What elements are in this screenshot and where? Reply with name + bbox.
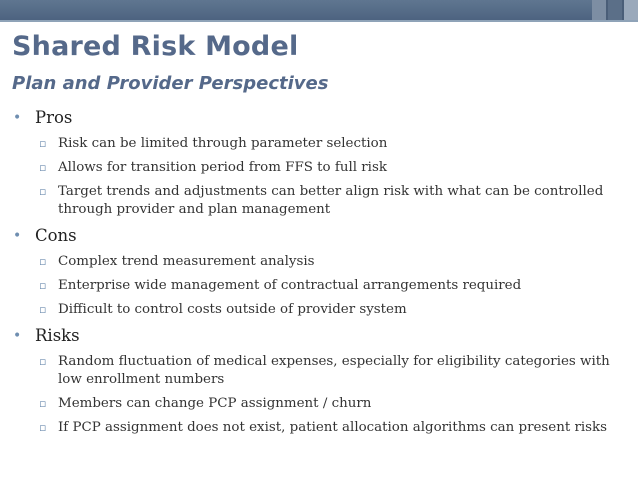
list-item-text: Random fluctuation of medical expenses, especially for eligibility categories with low enrollment numbers — [58, 354, 610, 387]
section-cons — [0, 225, 638, 319]
list-item — [0, 253, 638, 271]
list-item-text: Difficult to control costs outside of provider system — [58, 302, 407, 317]
square-bullet-icon: ▫ — [39, 161, 47, 174]
corner-tile — [592, 0, 606, 20]
section-risks — [0, 325, 638, 437]
list-item — [0, 159, 638, 177]
section-heading-label: Risks — [35, 326, 80, 345]
square-bullet-icon: ▫ — [39, 279, 47, 292]
corner-tile — [608, 0, 622, 20]
list-item-text: Enterprise wide management of contractual arrangements required — [58, 278, 522, 293]
slide-title: Shared Risk Model — [12, 31, 299, 62]
list-item-text: If PCP assignment does not exist, patient allocation algorithms can present risks — [58, 420, 608, 435]
section-heading-label: Pros — [35, 108, 73, 127]
section-heading-label: Cons — [35, 226, 77, 245]
section-pros — [0, 107, 638, 219]
square-bullet-icon: ▫ — [39, 355, 47, 368]
corner-tile — [624, 0, 638, 20]
list-item-text: Allows for transition period from FFS to full risk — [58, 160, 387, 175]
list-item — [0, 419, 638, 437]
bullet-dot-icon: • — [13, 328, 22, 344]
list-item — [0, 301, 638, 319]
square-bullet-icon: ▫ — [39, 303, 47, 316]
list-item-text: Target trends and adjustments can better align risk with what can be controlled through provider and plan management — [58, 184, 604, 217]
section-heading — [0, 325, 638, 347]
section-heading — [0, 225, 638, 247]
square-bullet-icon: ▫ — [39, 255, 47, 268]
list-item-text: Risk can be limited through parameter selection — [58, 136, 388, 151]
square-bullet-icon: ▫ — [39, 137, 47, 150]
list-item-text: Complex trend measurement analysis — [58, 254, 315, 269]
list-item-text: Members can change PCP assignment / churn — [58, 396, 372, 411]
list-item — [0, 277, 638, 295]
list-item — [0, 183, 638, 219]
header-band — [0, 0, 638, 20]
bullet-dot-icon: • — [13, 228, 22, 244]
list-item — [0, 353, 638, 389]
square-bullet-icon: ▫ — [39, 421, 47, 434]
square-bullet-icon: ▫ — [39, 185, 47, 198]
slide-subtitle: Plan and Provider Perspectives — [12, 73, 329, 94]
square-bullet-icon: ▫ — [39, 397, 47, 410]
list-item — [0, 135, 638, 153]
header-accent-line — [0, 20, 638, 22]
bullet-list — [0, 107, 638, 443]
list-item — [0, 395, 638, 413]
corner-decoration — [592, 0, 638, 20]
section-heading — [0, 107, 638, 129]
bullet-dot-icon: • — [13, 110, 22, 126]
